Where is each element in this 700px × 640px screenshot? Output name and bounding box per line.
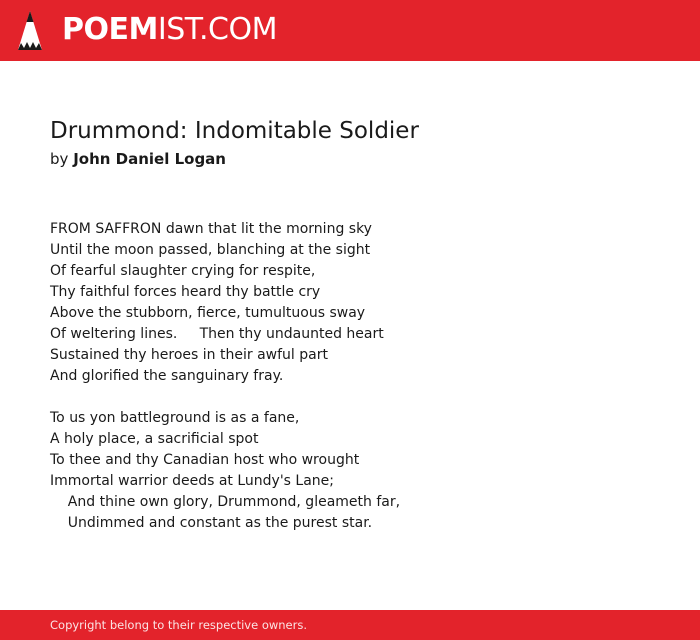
poem-line: Until the moon passed, blanching at the sight — [50, 242, 371, 258]
poem-line: To thee and thy Canadian host who wrought — [50, 452, 360, 468]
site-logo[interactable] — [62, 10, 277, 50]
logo-bold-text: POEM — [62, 12, 158, 47]
byline — [50, 148, 226, 170]
poem-line: And glorified the sanguinary fray. — [50, 368, 284, 384]
poem-line: Sustained thy heroes in their awful part — [50, 347, 328, 363]
poem-line: Immortal warrior deeds at Lundy's Lane; — [50, 473, 334, 489]
stanza-2 — [50, 408, 400, 534]
poem-title: Drummond: Indomitable Soldier — [50, 118, 419, 144]
stanza-1 — [50, 219, 400, 387]
poem-line: Undimmed and constant as the purest star. — [50, 515, 373, 531]
poem-body — [50, 219, 400, 534]
poem-line: Thy faithful forces heard thy battle cry — [50, 284, 321, 300]
logo-light-text: IST.COM — [157, 12, 277, 47]
poem-line: And thine own glory, Drummond, gleameth far, — [50, 494, 401, 510]
author-name[interactable]: John Daniel Logan — [73, 150, 226, 168]
poem-line: To us yon battleground is as a fane, — [50, 410, 300, 426]
site-footer — [0, 610, 700, 640]
byline-prefix: by — [50, 150, 69, 168]
site-header — [0, 0, 700, 61]
stanza-gap — [50, 387, 400, 408]
poem-line: Of weltering lines. Then thy undaunted heart — [50, 326, 384, 342]
poem-line: FROM SAFFRON dawn that lit the morning sky — [50, 221, 372, 237]
poem-line: Of fearful slaughter crying for respite, — [50, 263, 316, 279]
poem-line: Above the stubborn, fierce, tumultuous sway — [50, 305, 366, 321]
copyright-notice: Copyright belong to their respective owners. — [50, 618, 308, 632]
poem-line: A holy place, a sacrificial spot — [50, 431, 259, 447]
pencil-icon[interactable] — [17, 10, 43, 52]
